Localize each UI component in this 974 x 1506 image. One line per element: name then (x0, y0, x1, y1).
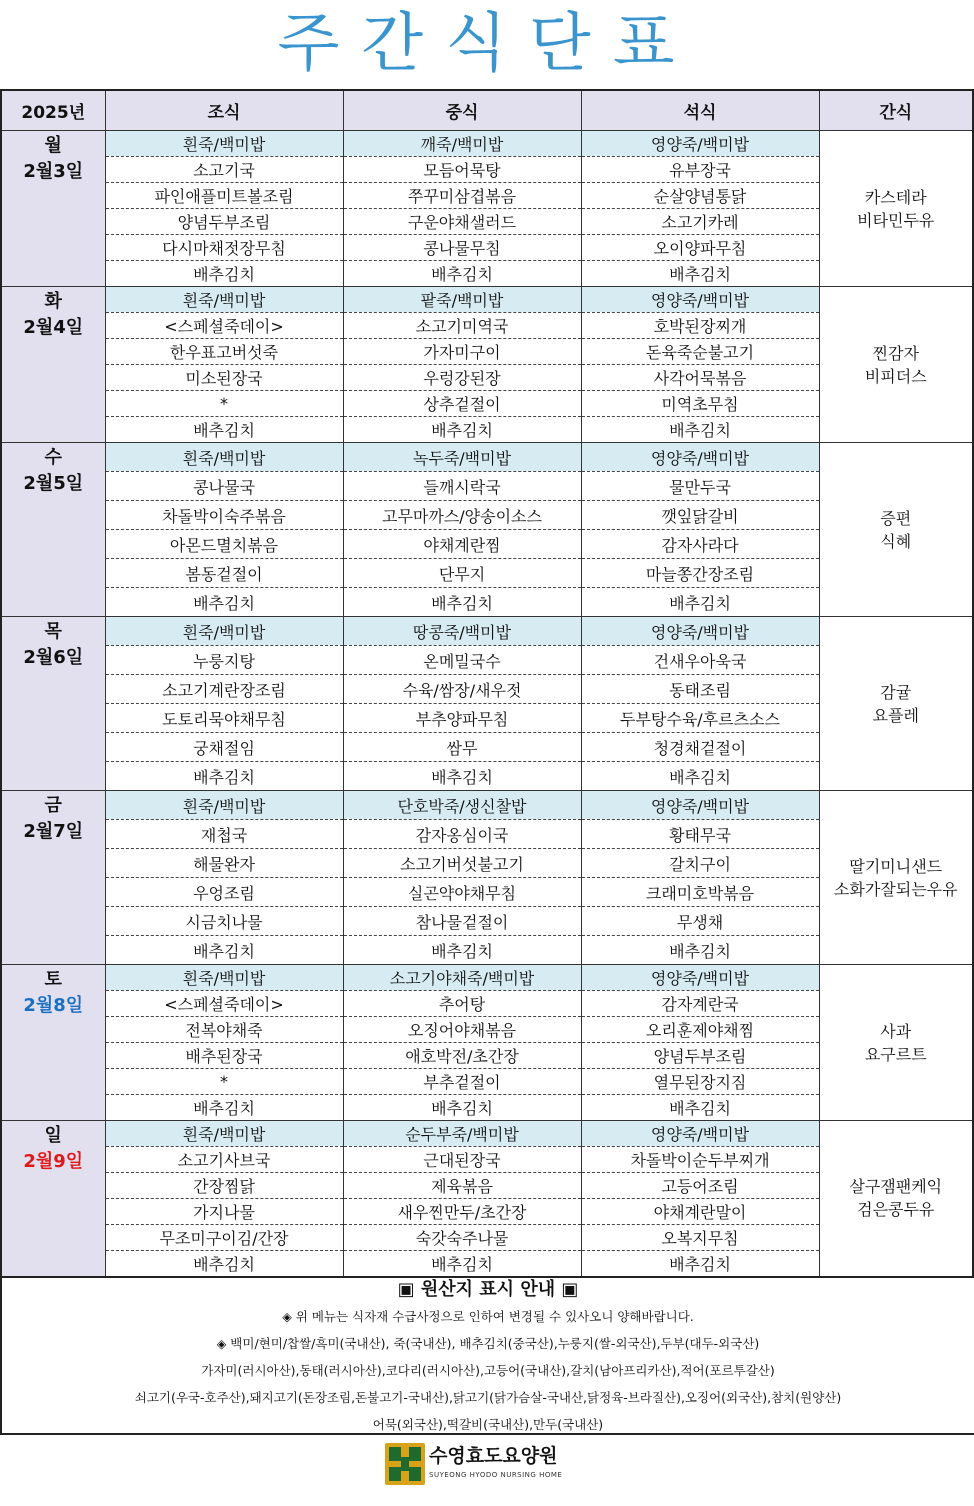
dinner-dish: 물만두국 (581, 472, 819, 501)
logo-name: 수영효도요양원 (429, 1445, 558, 1467)
dinner-dish: 고등어조림 (581, 1173, 819, 1199)
breakfast-dish: 미소된장국 (105, 365, 343, 391)
breakfast-dish: 다시마채젓장무침 (105, 235, 343, 261)
lunch-dish: 우렁강된장 (343, 365, 581, 391)
menu-row (1, 617, 973, 646)
menu-row (1, 965, 973, 991)
dinner-dish: 야채계란말이 (581, 1199, 819, 1225)
lunch-dish: 배추김치 (343, 936, 581, 965)
breakfast-dish: 차돌박이숙주볶음 (105, 501, 343, 530)
breakfast-dish: * (105, 1069, 343, 1095)
menu-row (1, 287, 973, 313)
dinner-dish: 영양죽/백미밥 (581, 1121, 819, 1147)
snack-item: 비피더스 (864, 366, 927, 386)
breakfast-dish: 재첩국 (105, 820, 343, 849)
breakfast-dish: 누룽지탕 (105, 646, 343, 675)
snack-cell (819, 1121, 973, 1277)
dinner-dish: 오이양파무침 (581, 235, 819, 261)
breakfast-dish: 소고기국 (105, 157, 343, 183)
snack-header: 간식 (819, 90, 973, 131)
dinner-dish: 배추김치 (581, 762, 819, 791)
breakfast-dish: * (105, 391, 343, 417)
day-cell (1, 443, 105, 617)
dinner-dish: 황태무국 (581, 820, 819, 849)
weekly-menu-table (0, 89, 974, 1278)
weekday-label: 일 (44, 1125, 62, 1146)
date-label: 2월8일 (23, 995, 84, 1016)
logo-mark-icon (385, 1443, 425, 1485)
dinner-dish: 영양죽/백미밥 (581, 965, 819, 991)
date-label: 2월7일 (23, 821, 84, 842)
lunch-dish: 야채계란찜 (343, 530, 581, 559)
origin-notice (0, 1271, 974, 1435)
snack-item: 살구잼팬케익 (849, 1177, 943, 1197)
dinner-dish: 무생채 (581, 907, 819, 936)
dinner-dish: 배추김치 (581, 1251, 819, 1277)
breakfast-dish: 콩나물국 (105, 472, 343, 501)
lunch-dish: 쌈무 (343, 733, 581, 762)
breakfast-dish: <스페셜죽데이> (105, 991, 343, 1017)
lunch-dish: 참나물겉절이 (343, 907, 581, 936)
snack-cell (819, 287, 973, 443)
breakfast-dish: 양념두부조림 (105, 209, 343, 235)
lunch-dish: 단호박죽/생신찰밥 (343, 791, 581, 820)
date-label: 2월6일 (23, 647, 84, 668)
header-row (1, 90, 973, 131)
snack-cell (819, 791, 973, 965)
lunch-dish: 애호박전/초간장 (343, 1043, 581, 1069)
dinner-dish: 감자계란국 (581, 991, 819, 1017)
snack-item: 소화가잘되는우유 (833, 879, 958, 899)
breakfast-dish: 파인애플미트볼조림 (105, 183, 343, 209)
lunch-dish: 근대된장국 (343, 1147, 581, 1173)
dinner-dish: 오복지무침 (581, 1225, 819, 1251)
breakfast-dish: 배추김치 (105, 762, 343, 791)
lunch-dish: 제육볶음 (343, 1173, 581, 1199)
lunch-dish: 수육/쌈장/새우젓 (343, 675, 581, 704)
date-label: 2월4일 (23, 317, 84, 338)
lunch-dish: 들깨시락국 (343, 472, 581, 501)
menu-row (1, 131, 973, 157)
day-cell (1, 287, 105, 443)
dinner-dish: 갈치구이 (581, 849, 819, 878)
breakfast-dish: 전복야채죽 (105, 1017, 343, 1043)
breakfast-dish: 흰죽/백미밥 (105, 443, 343, 472)
lunch-dish: 온메밀국수 (343, 646, 581, 675)
lunch-dish: 땅콩죽/백미밥 (343, 617, 581, 646)
breakfast-dish: 배추김치 (105, 1251, 343, 1277)
snack-item: 딸기미니샌드 (849, 856, 943, 876)
notice-title: ▣ 원산지 표시 안내 ▣ (397, 1279, 579, 1300)
snack-item: 요플레 (872, 705, 919, 725)
lunch-dish: 팥죽/백미밥 (343, 287, 581, 313)
dinner-dish: 배추김치 (581, 417, 819, 443)
snack-item: 카스테라 (864, 187, 927, 207)
lunch-header: 중식 (343, 90, 581, 131)
dinner-dish: 배추김치 (581, 1095, 819, 1121)
lunch-dish: 추어탕 (343, 991, 581, 1017)
lunch-dish: 오징어야채볶음 (343, 1017, 581, 1043)
lunch-dish: 새우찐만두/초간장 (343, 1199, 581, 1225)
logo-subtitle: SUYEONG HYODO NURSING HOME (429, 1471, 563, 1479)
breakfast-dish: 흰죽/백미밥 (105, 617, 343, 646)
weekday-label: 월 (44, 135, 62, 156)
lunch-dish: 숙갓숙주나물 (343, 1225, 581, 1251)
date-label: 2월3일 (23, 161, 84, 182)
snack-cell (819, 443, 973, 617)
snack-cell (819, 965, 973, 1121)
dinner-dish: 배추김치 (581, 936, 819, 965)
nursing-home-logo (385, 1441, 595, 1487)
dinner-dish: 순살양념통닭 (581, 183, 819, 209)
page-title: 주간식단표 (277, 7, 697, 81)
day-cell (1, 131, 105, 287)
lunch-dish: 구운야채샐러드 (343, 209, 581, 235)
lunch-dish: 고무마까스/양송이소스 (343, 501, 581, 530)
lunch-dish: 소고기버섯불고기 (343, 849, 581, 878)
year-header: 2025년 (1, 90, 105, 131)
snack-item: 비타민두유 (857, 210, 935, 230)
notice-line: ◈ 위 메뉴는 식자재 수급사정으로 인하여 변경될 수 있사오니 양해바랍니다. (282, 1309, 694, 1324)
lunch-dish: 배추김치 (343, 261, 581, 287)
dinner-dish: 돈육죽순불고기 (581, 339, 819, 365)
dinner-dish: 호박된장찌개 (581, 313, 819, 339)
breakfast-dish: 도토리묵야채무침 (105, 704, 343, 733)
menu-body (1, 131, 973, 1277)
breakfast-header: 조식 (105, 90, 343, 131)
lunch-dish: 배추김치 (343, 1095, 581, 1121)
snack-cell (819, 131, 973, 287)
breakfast-dish: 소고기사브국 (105, 1147, 343, 1173)
menu-row (1, 1121, 973, 1147)
dinner-dish: 두부탕수육/후르츠소스 (581, 704, 819, 733)
snack-item: 감귤 (880, 682, 912, 702)
weekday-label: 금 (44, 795, 62, 816)
dinner-dish: 영양죽/백미밥 (581, 287, 819, 313)
dinner-dish: 건새우아욱국 (581, 646, 819, 675)
lunch-dish: 배추김치 (343, 588, 581, 617)
breakfast-dish: 배추김치 (105, 936, 343, 965)
dinner-dish: 차돌박이순두부찌개 (581, 1147, 819, 1173)
dinner-dish: 마늘쫑간장조림 (581, 559, 819, 588)
breakfast-dish: 궁채절임 (105, 733, 343, 762)
breakfast-dish: 가지나물 (105, 1199, 343, 1225)
dinner-dish: 감자사라다 (581, 530, 819, 559)
lunch-dish: 상추겉절이 (343, 391, 581, 417)
snack-item: 증편 (880, 508, 912, 528)
dinner-dish: 배추김치 (581, 588, 819, 617)
breakfast-dish: <스페셜죽데이> (105, 313, 343, 339)
dinner-dish: 열무된장지짐 (581, 1069, 819, 1095)
breakfast-dish: 흰죽/백미밥 (105, 131, 343, 157)
dinner-dish: 오리훈제야채찜 (581, 1017, 819, 1043)
date-label: 2월5일 (23, 473, 84, 494)
lunch-dish: 순두부죽/백미밥 (343, 1121, 581, 1147)
dinner-dish: 영양죽/백미밥 (581, 617, 819, 646)
lunch-dish: 배추김치 (343, 1251, 581, 1277)
dinner-dish: 청경채겉절이 (581, 733, 819, 762)
notice-line: 쇠고기(우국-호주산),돼지고기(돈장조림,돈불고기-국내산),닭고기(닭가슴살-국내산,닭정육-브라질산),오징어(외국산),참치(원양산) (134, 1390, 842, 1405)
dinner-dish: 영양죽/백미밥 (581, 791, 819, 820)
notice-line: 가자미(러시아산),동태(러시아산),코다리(러시아산),고등어(국내산),갈치(남아프리카산),적어(포르투갈산) (201, 1363, 775, 1378)
breakfast-dish: 배추김치 (105, 261, 343, 287)
day-cell (1, 617, 105, 791)
lunch-dish: 녹두죽/백미밥 (343, 443, 581, 472)
breakfast-dish: 우엉조림 (105, 878, 343, 907)
lunch-dish: 감자옹심이국 (343, 820, 581, 849)
dinner-dish: 깻잎닭갈비 (581, 501, 819, 530)
weekday-label: 목 (44, 621, 62, 642)
dinner-dish: 영양죽/백미밥 (581, 443, 819, 472)
breakfast-dish: 배추김치 (105, 1095, 343, 1121)
day-cell (1, 1121, 105, 1277)
lunch-dish: 부추양파무침 (343, 704, 581, 733)
lunch-dish: 실곤약야채무침 (343, 878, 581, 907)
snack-item: 검은콩두유 (857, 1200, 935, 1220)
dinner-dish: 사각어묵볶음 (581, 365, 819, 391)
lunch-dish: 쭈꾸미삼겹볶음 (343, 183, 581, 209)
breakfast-dish: 흰죽/백미밥 (105, 287, 343, 313)
lunch-dish: 가자미구이 (343, 339, 581, 365)
lunch-dish: 깨죽/백미밥 (343, 131, 581, 157)
date-label: 2월9일 (23, 1151, 84, 1172)
breakfast-dish: 흰죽/백미밥 (105, 791, 343, 820)
weekday-label: 수 (44, 447, 62, 468)
lunch-dish: 부추겉절이 (343, 1069, 581, 1095)
menu-row (1, 443, 973, 472)
breakfast-dish: 시금치나물 (105, 907, 343, 936)
breakfast-dish: 봄동겉절이 (105, 559, 343, 588)
breakfast-dish: 아몬드멸치볶음 (105, 530, 343, 559)
lunch-dish: 소고기미역국 (343, 313, 581, 339)
breakfast-dish: 한우표고버섯죽 (105, 339, 343, 365)
lunch-dish: 배추김치 (343, 417, 581, 443)
weekday-label: 화 (44, 291, 62, 312)
lunch-dish: 콩나물무침 (343, 235, 581, 261)
breakfast-dish: 무조미구이김/간장 (105, 1225, 343, 1251)
day-cell (1, 791, 105, 965)
dinner-dish: 배추김치 (581, 261, 819, 287)
notice-line: 어묵(외국산),떡갈비(국내산),만두(국내산) (372, 1417, 604, 1432)
snack-item: 요구르트 (864, 1044, 927, 1064)
lunch-dish: 배추김치 (343, 762, 581, 791)
breakfast-dish: 배추김치 (105, 417, 343, 443)
snack-item: 사과 (880, 1021, 912, 1041)
dinner-dish: 양념두부조림 (581, 1043, 819, 1069)
lunch-dish: 소고기야채죽/백미밥 (343, 965, 581, 991)
menu-row (1, 791, 973, 820)
breakfast-dish: 흰죽/백미밥 (105, 965, 343, 991)
dinner-header: 석식 (581, 90, 819, 131)
dinner-dish: 소고기카레 (581, 209, 819, 235)
dinner-dish: 유부장국 (581, 157, 819, 183)
snack-item: 식혜 (880, 531, 912, 551)
dinner-dish: 동태조림 (581, 675, 819, 704)
breakfast-dish: 배추된장국 (105, 1043, 343, 1069)
notice-line: ◈ 백미/현미/찹쌀/흑미(국내산), 죽(국내산), 배추김치(중국산),누룽지(쌀-외국산),두부(대두-외국산) (216, 1336, 760, 1351)
breakfast-dish: 흰죽/백미밥 (105, 1121, 343, 1147)
snack-cell (819, 617, 973, 791)
dinner-dish: 크래미호박볶음 (581, 878, 819, 907)
snack-item: 찐감자 (872, 343, 919, 363)
breakfast-dish: 소고기계란장조림 (105, 675, 343, 704)
lunch-dish: 단무지 (343, 559, 581, 588)
lunch-dish: 모듬어묵탕 (343, 157, 581, 183)
breakfast-dish: 배추김치 (105, 588, 343, 617)
dinner-dish: 미역초무침 (581, 391, 819, 417)
breakfast-dish: 해물완자 (105, 849, 343, 878)
day-cell (1, 965, 105, 1121)
weekday-label: 토 (44, 969, 62, 990)
dinner-dish: 영양죽/백미밥 (581, 131, 819, 157)
breakfast-dish: 간장찜닭 (105, 1173, 343, 1199)
